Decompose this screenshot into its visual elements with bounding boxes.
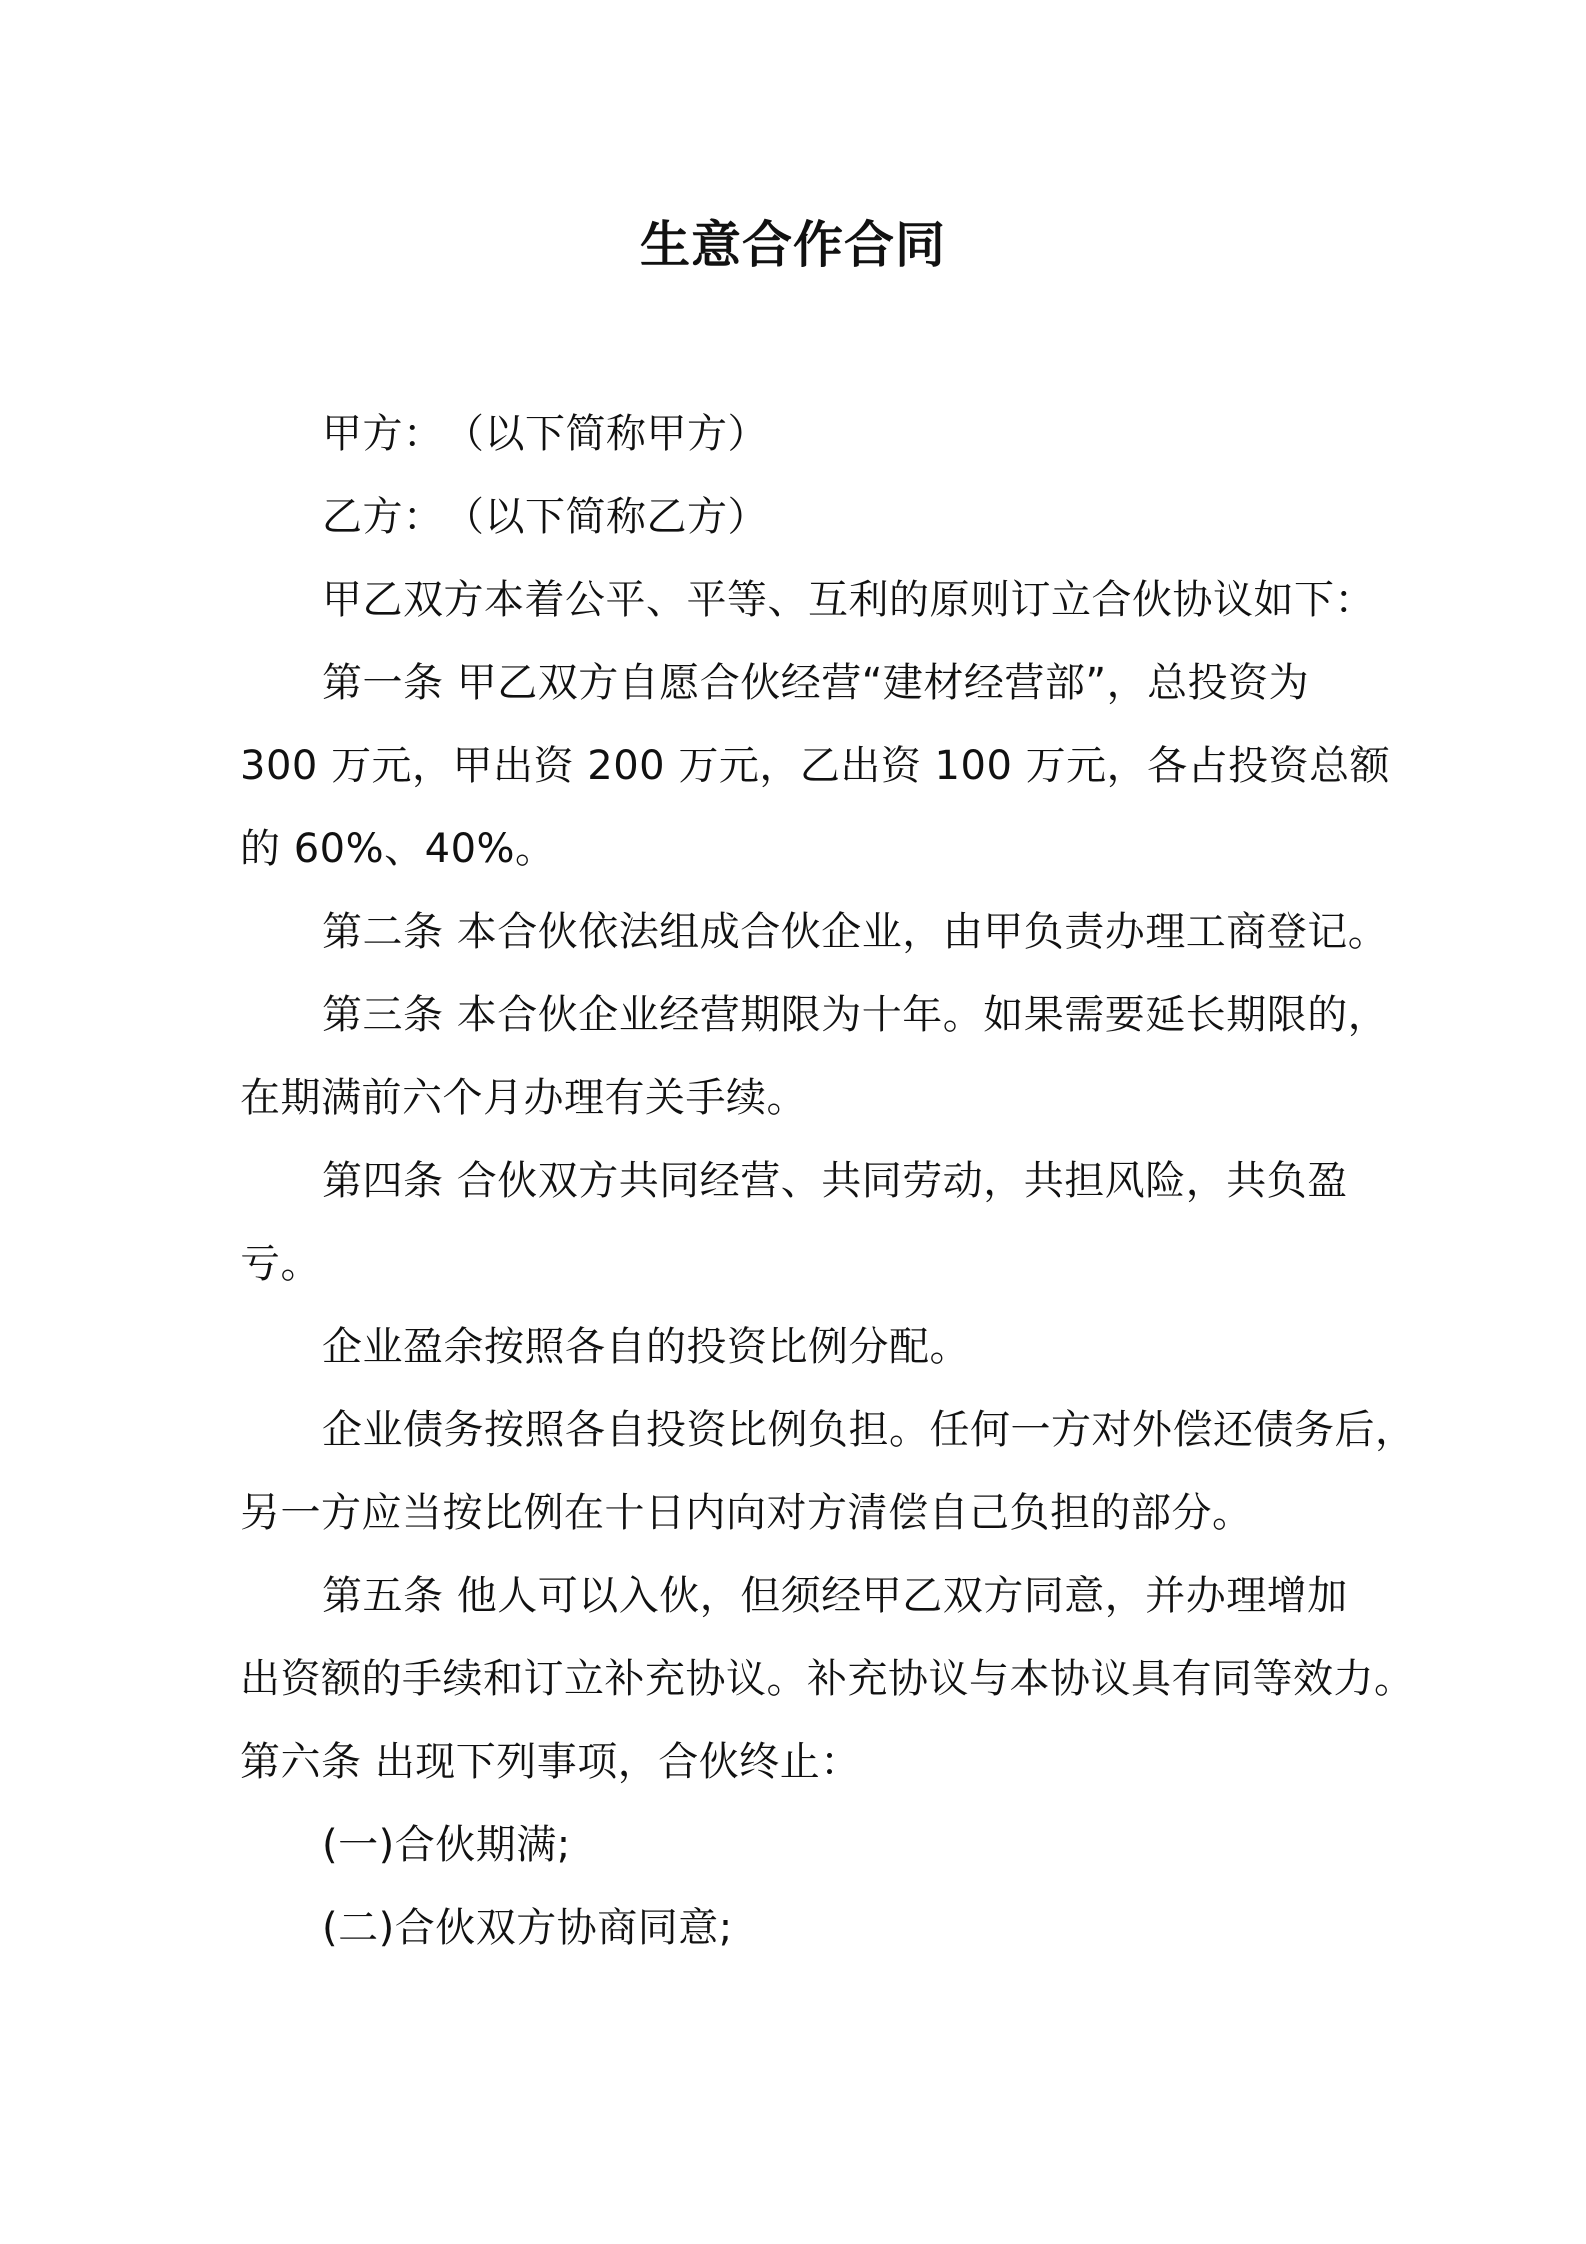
profit-distribution-line: 企业盈余按照各自的投资比例分配。: [322, 1324, 970, 1370]
document-title: 生意合作合同: [640, 216, 946, 274]
article-4-line-1: 第四条 合伙双方共同经营、共同劳动，共担风险，共负盈: [322, 1158, 1348, 1204]
party-a-line: 甲方： （以下简称甲方）: [322, 411, 768, 457]
article-1-line-3: 的 60%、40%。: [240, 826, 556, 872]
article-2-line-1: 第二条 本合伙依法组成合伙企业，由甲负责办理工商登记。: [322, 909, 1389, 955]
article-1-line-1: 第一条 甲乙双方自愿合伙经营“建材经营部”，总投资为: [322, 660, 1310, 706]
debt-line-1: 企业债务按照各自投资比例负担。任何一方对外偿还债务后，: [322, 1407, 1416, 1453]
termination-item-1: (一)合伙期满;: [322, 1822, 571, 1868]
article-4-line-2: 亏。: [240, 1241, 321, 1287]
article-5-line-1: 第五条 他人可以入伙，但须经甲乙双方同意，并办理增加: [322, 1573, 1348, 1619]
party-b-line: 乙方： （以下简称乙方）: [322, 494, 768, 540]
debt-line-2: 另一方应当按比例在十日内向对方清偿自己负担的部分。: [240, 1490, 1253, 1536]
article-3-line-1: 第三条 本合伙企业经营期限为十年。如果需要延长期限的，: [322, 992, 1389, 1038]
termination-item-2: (二)合伙双方协商同意;: [322, 1905, 733, 1951]
article-6-line-1: 第六条 出现下列事项，合伙终止：: [240, 1739, 861, 1785]
article-3-line-2: 在期满前六个月办理有关手续。: [240, 1075, 807, 1121]
preamble-line: 甲乙双方本着公平、平等、互利的原则订立合伙协议如下：: [322, 577, 1375, 623]
article-5-line-2: 出资额的手续和订立补充协议。补充协议与本协议具有同等效力。: [240, 1656, 1415, 1702]
article-1-line-2: 300 万元，甲出资 200 万元，乙出资 100 万元，各占投资总额: [240, 743, 1391, 789]
